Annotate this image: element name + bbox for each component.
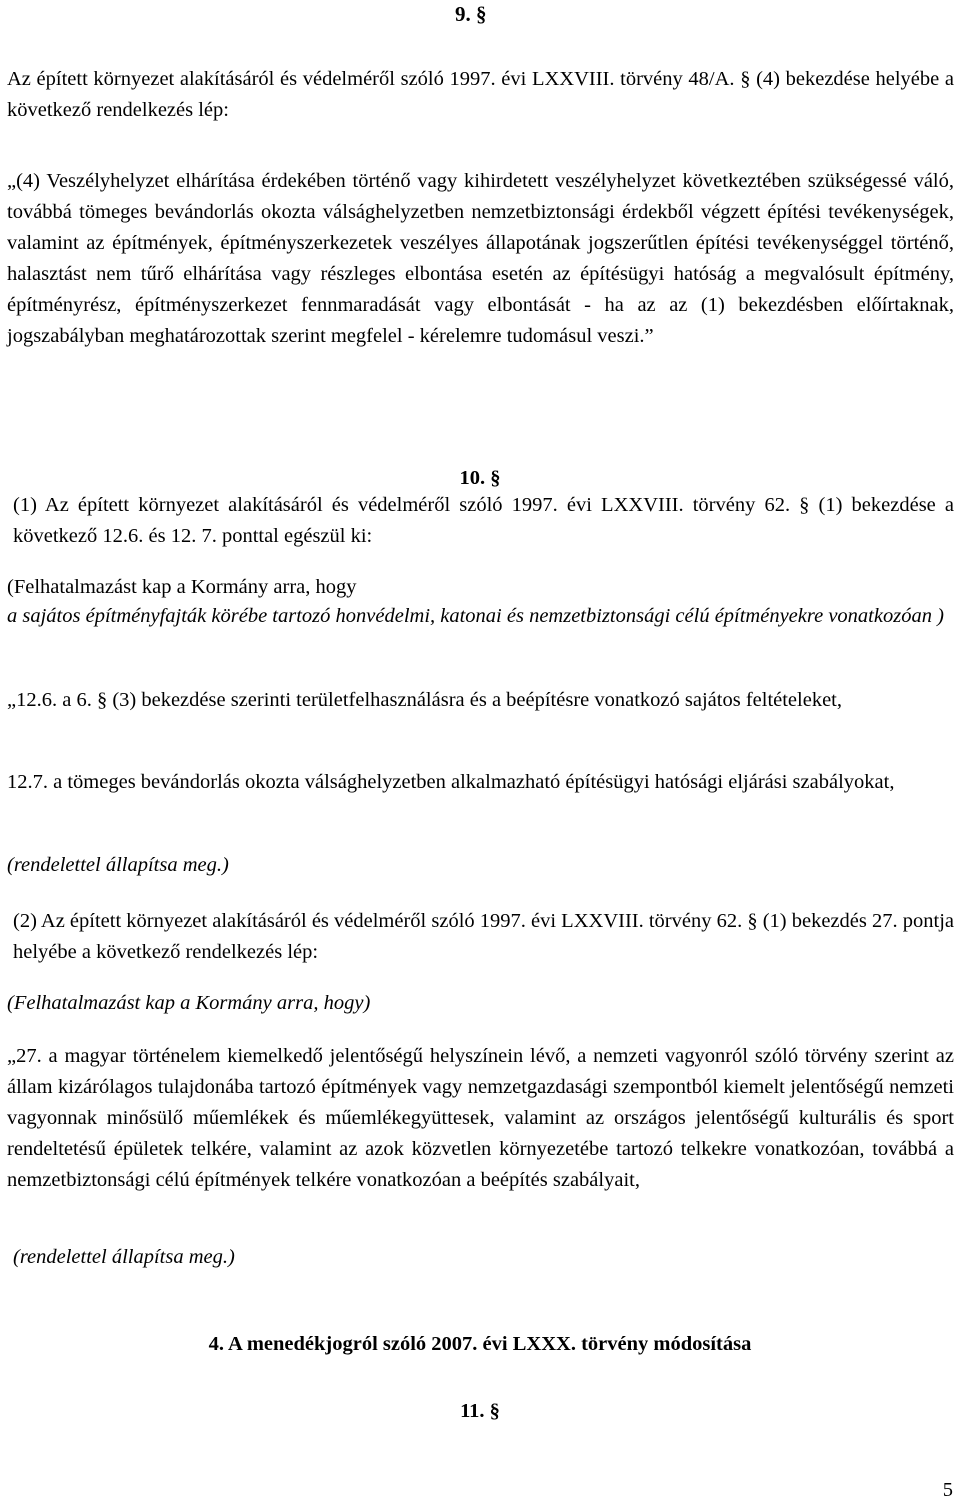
section-9-heading: 9. §: [455, 2, 487, 26]
point-12-7: 12.7. a tömeges bevándorlás okozta válsághelyzetben alkalmazható építésügyi hatósági eljárási szabályokat,: [7, 771, 895, 793]
section-10-paragraph-2: (2) Az épített környezet alakításáról és védelméről szóló 1997. évi LXXVIII. törvény 62. § (1) bekezdés 27. pontja helyébe a következő rendelkezés lép:: [13, 910, 954, 963]
rendelet-closing-2: (rendelettel állapítsa meg.): [13, 1246, 235, 1268]
section-10-heading: 10. §: [459, 467, 501, 489]
authorization-continuation: a sajátos építményfajták körébe tartozó honvédelmi, katonai és nemzetbiztonsági célú építményekre vonatkozóan ): [7, 605, 944, 627]
quoted-paragraph-4: „(4) Veszélyhelyzet elhárítása érdekében történő vagy kihirdetett veszélyhelyzet következtében szükségessé váló, továbbá tömeges bevándorlás okozta válsághelyzetben nemzetbiztonsági érdekből végzett építési tevékenységek, valamint az építmények, építményszerkezetek veszélyes állapotának jogszerűtlen építési tevékenységgel történő, halasztást nem tűrő elhárítása vagy részleges elbontása esetén az építésügyi hatóság a megvalósult építmény, építményrész, építményszerkezet fennmaradását vagy elbontását - ha az az (1) bekezdésben előírtaknak, jogszabályban meghatározottak szerint megfelel - kérelemre tudomásul veszi.”: [7, 170, 954, 347]
page-number: 5: [942, 1479, 953, 1501]
intro-paragraph: Az épített környezet alakításáról és védelméről szóló 1997. évi LXXVIII. törvény 48/A. § (4) bekezdése helyébe a következő rendelkezés lép:: [7, 68, 954, 121]
chapter-4-heading: 4. A menedékjogról szóló 2007. évi LXXX. törvény módosítása: [208, 1333, 752, 1355]
point-27: „27. a magyar történelem kiemelkedő jelentőségű helyszínein lévő, a nemzeti vagyonról szóló törvény szerint az állam kizárólagos tulajdonába tartozó építmények vagy nemzetgazdasági szempontból kiemelt jelentőségű nemzeti vagyonnak minősülő műemlékek és műemlékegyüttesek, valamint az országos jelentőségű kulturális és sport rendeltetésű épületek telkére, valamint az azok közvetlen környezetébe tartozó telkekre vonatkozóan, továbbá a nemzetbiztonsági célú építmények telkére vonatkozóan a beépítés szabályait,: [7, 1045, 954, 1191]
authorization-line-1: (Felhatalmazást kap a Kormány arra, hogy: [7, 576, 357, 598]
section-10-paragraph-1: (1) Az épített környezet alakításáról és védelméről szóló 1997. évi LXXVIII. törvény 62. § (1) bekezdése a következő 12.6. és 12. 7. ponttal egészül ki:: [13, 494, 954, 547]
section-11-heading: 11. §: [460, 1400, 500, 1422]
rendelet-closing-1: (rendelettel állapítsa meg.): [7, 854, 229, 876]
point-12-6: „12.6. a 6. § (3) bekezdése szerinti területfelhasználásra és a beépítésre vonatkozó sajátos feltételeket,: [7, 689, 842, 711]
authorization-line-2: (Felhatalmazást kap a Kormány arra, hogy): [7, 992, 371, 1014]
